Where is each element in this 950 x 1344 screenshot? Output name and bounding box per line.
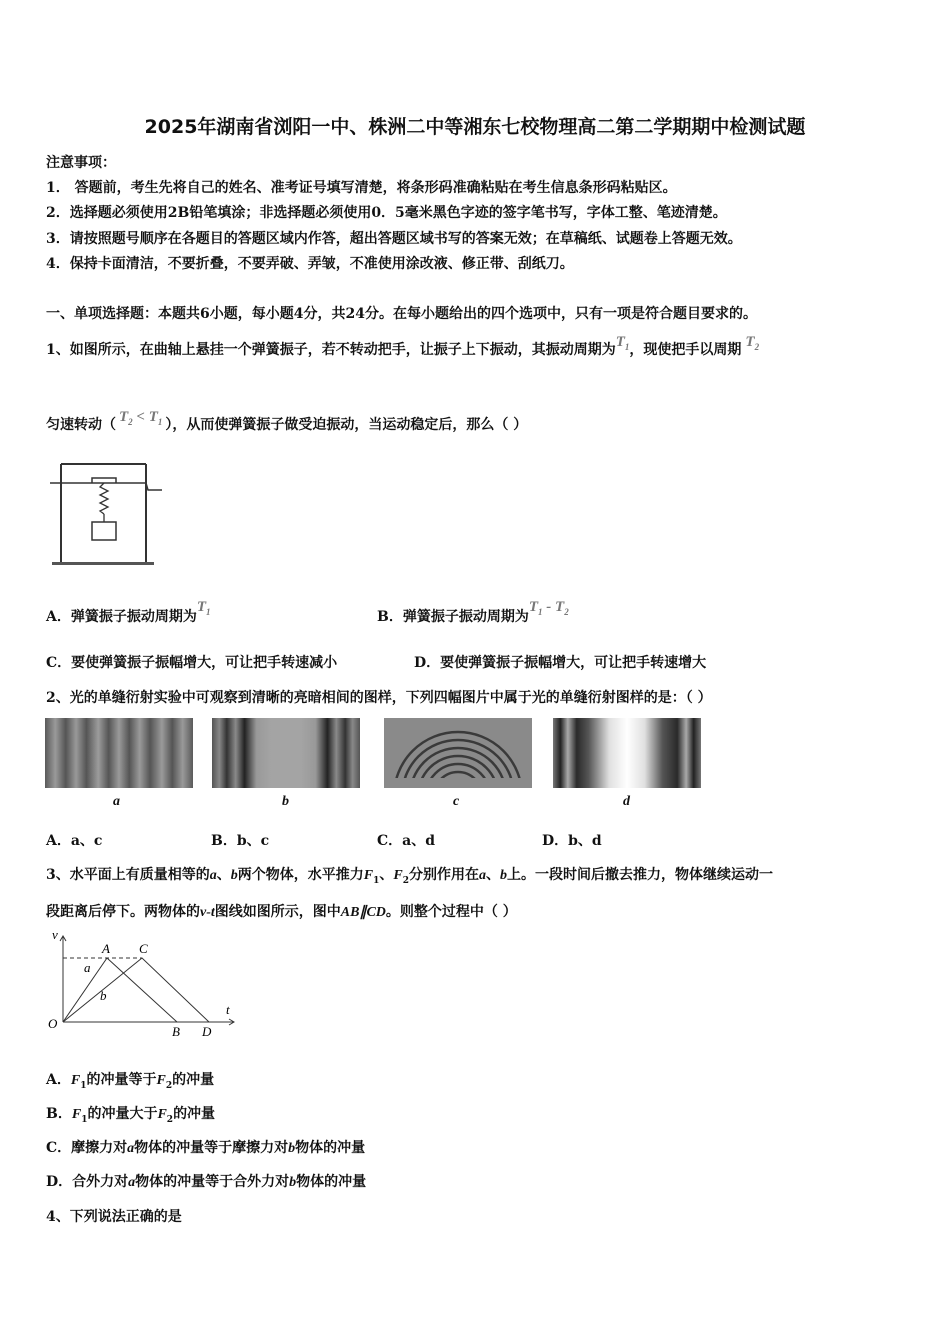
notice-item-3: 3．请按照题号顺序在各题目的答题区域内作答，超出答题区域书写的答案无效；在草稿纸、试题卷上答题无效。 xyxy=(46,231,742,247)
T-symbol: T xyxy=(119,409,129,425)
q3-text: 。则整个过程中（ ） xyxy=(385,904,517,920)
T-subscript: 2 xyxy=(128,417,133,427)
subscript: 1 xyxy=(373,875,380,886)
subscript: 1 xyxy=(80,1080,87,1091)
notice-item-4: 4．保持卡面清洁，不要折叠，不要弄破、弄皱，不准使用涂改液、修正带、刮纸刀。 xyxy=(46,256,574,272)
q3-text: 段距离后停下。两物体的 xyxy=(46,904,200,920)
pattern-b-image xyxy=(212,718,360,788)
q3-option-d[interactable] xyxy=(46,1171,366,1191)
T-symbol: T xyxy=(196,599,207,615)
q1-option-d[interactable]: D．要使弹簧振子振幅增大，可让把手转速增大 xyxy=(414,655,707,671)
var-b: b xyxy=(230,868,238,883)
axis-t-label: t xyxy=(226,1002,230,1017)
pattern-a-image xyxy=(45,718,193,788)
q1-inequality xyxy=(119,409,162,425)
q2-option-d[interactable]: D．b、d xyxy=(542,833,602,849)
pattern-c-label: c xyxy=(453,794,460,809)
var-a: a xyxy=(209,868,217,883)
q1-option-b[interactable] xyxy=(377,599,569,627)
notice-item-1: 1． 答题前，考生先将自己的姓名、准考证号填写清楚，将条形码准确粘贴在考生信息条形码粘贴区。 xyxy=(46,180,677,196)
notice-item-2: 2．选择题必须使用2B铅笔填涂；非选择题必须使用0．5毫米黑色字迹的签字笔书写，字体工整、笔迹清楚。 xyxy=(46,205,727,221)
q1-option-a[interactable] xyxy=(46,599,211,627)
T-symbol: T xyxy=(555,599,565,615)
var-F: F xyxy=(363,868,374,883)
var-F: F xyxy=(156,1073,166,1088)
T-symbol: T xyxy=(615,334,625,350)
subscript: 1 xyxy=(81,1114,88,1125)
option-text: 的冲量大于 xyxy=(87,1106,158,1122)
line-b-label: b xyxy=(100,988,107,1003)
axis-v-label: v xyxy=(52,928,58,942)
q2-option-c[interactable]: C．a、d xyxy=(377,833,436,849)
T-subscript: 1 xyxy=(157,417,163,427)
T-symbol: T xyxy=(148,409,158,425)
q1-line2 xyxy=(46,409,528,435)
q3-option-b[interactable] xyxy=(46,1103,215,1125)
q4-stem: 4、下列说法正确的是 xyxy=(46,1209,182,1225)
subscript: 2 xyxy=(166,1114,174,1125)
notice-heading: 注意事项： xyxy=(46,155,116,171)
pattern-b-label: b xyxy=(282,794,289,809)
var-a: a xyxy=(478,868,486,883)
var-b: b xyxy=(499,868,507,883)
punct: 、 xyxy=(216,867,231,883)
q3-line2 xyxy=(46,901,517,921)
option-text: A．弹簧振子振动周期为 xyxy=(46,609,197,625)
option-text: D．合外力对 xyxy=(46,1174,129,1190)
T-subscript: 2 xyxy=(564,607,569,617)
q3-option-a[interactable] xyxy=(46,1069,214,1091)
pattern-a-label: a xyxy=(113,794,120,809)
section-heading: 一、单项选择题：本题共6小题，每小题4分，共24分。在每小题给出的四个选项中，只有一项是符合题目要求的。 xyxy=(46,306,757,322)
T-subscript: 1 xyxy=(624,342,630,352)
option-text: C．摩擦力对 xyxy=(46,1140,128,1156)
q2-stem: 2、光的单缝衍射实验中可观察到清晰的亮暗相间的图样，下列四幅图片中属于光的单缝衍射图样的是：（ ） xyxy=(46,690,712,706)
q1-text-a: 1、如图所示，在曲轴上悬挂一个弹簧振子，若不转动把手，让振子上下振动，其振动周期为 xyxy=(46,342,616,358)
option-text: 物体的冲量等于合外力对 xyxy=(135,1174,290,1190)
q1-line1 xyxy=(46,334,760,360)
q1-T1 xyxy=(616,334,630,350)
T-symbol: T xyxy=(745,334,755,350)
T-subscript: 1 xyxy=(538,607,543,617)
q1-optA-T1 xyxy=(197,599,211,615)
var-b: b xyxy=(289,1175,297,1190)
point-D-label: D xyxy=(202,1024,212,1039)
page-title: 2025年湖南省浏阳一中、株洲二中等湘东七校物理高二第二学期期中检测试题 xyxy=(144,116,806,138)
var-a: a xyxy=(128,1175,136,1190)
point-B-label: B xyxy=(172,1024,180,1039)
q2-option-a[interactable]: A．a、c xyxy=(46,833,103,849)
less-than: < xyxy=(136,409,145,425)
point-C-label: C xyxy=(139,941,148,956)
var-b: b xyxy=(288,1141,296,1156)
q1-text-d: ），从而使弹簧振子做受迫振动，当运动稳定后，那么（ ） xyxy=(165,417,528,433)
q3-text: 上。一段时间后撤去推力，物体继续运动一 xyxy=(506,867,773,883)
subscript: 2 xyxy=(402,875,409,886)
q3-option-c[interactable] xyxy=(46,1137,365,1157)
q2-option-b[interactable]: B．b、c xyxy=(211,833,270,849)
q3-line1 xyxy=(46,864,773,886)
q1-optB-expr xyxy=(529,599,569,615)
option-text: 的冲量等于 xyxy=(86,1072,157,1088)
vt-graph xyxy=(44,928,244,1040)
q1-option-c[interactable]: C．要使弹簧振子振幅增大，可让把手转速减小 xyxy=(46,655,338,671)
q3-text: 图线如图所示，图中 xyxy=(214,904,341,920)
minus-sign: - xyxy=(546,599,552,615)
option-text: 物体的冲量 xyxy=(296,1174,367,1190)
var-a: a xyxy=(127,1141,135,1156)
q1-text-b: ，现使把手以周期 xyxy=(629,342,742,358)
origin-label: O xyxy=(48,1016,58,1031)
q3-text: 3、水平面上有质量相等的 xyxy=(46,867,210,883)
pattern-d-image xyxy=(553,718,701,788)
option-text: 的冲量 xyxy=(172,1072,215,1088)
option-text: B． xyxy=(46,1106,72,1122)
q3-text: 两个物体，水平推力 xyxy=(237,867,364,883)
q1-text-c: 匀速转动（ xyxy=(46,417,116,433)
q3-text: 分别作用在 xyxy=(408,867,479,883)
option-text: 物体的冲量 xyxy=(295,1140,366,1156)
q1-T2 xyxy=(745,334,759,350)
option-text: A． xyxy=(46,1072,71,1088)
T-subscript: 1 xyxy=(206,607,211,617)
line-a-label: a xyxy=(84,960,91,975)
subscript: 2 xyxy=(165,1080,173,1091)
pattern-d-label: d xyxy=(623,794,630,809)
punct: 、 xyxy=(485,867,500,883)
var-F: F xyxy=(71,1107,82,1122)
var-F: F xyxy=(393,868,403,883)
point-A-label: A xyxy=(102,941,110,956)
var-F: F xyxy=(70,1073,81,1088)
option-text: 物体的冲量等于摩擦力对 xyxy=(134,1140,289,1156)
var-parallel: AB∥CD xyxy=(340,905,386,920)
crankshaft-spring-figure xyxy=(44,456,170,570)
option-text: 的冲量 xyxy=(173,1106,216,1122)
option-text: B．弹簧振子振动周期为 xyxy=(377,609,529,625)
T-subscript: 2 xyxy=(754,342,760,352)
punct: 、 xyxy=(379,867,394,883)
var-F: F xyxy=(157,1107,167,1122)
T-symbol: T xyxy=(528,599,539,615)
var-vt: v-t xyxy=(200,905,215,920)
pattern-c-image xyxy=(384,718,532,788)
